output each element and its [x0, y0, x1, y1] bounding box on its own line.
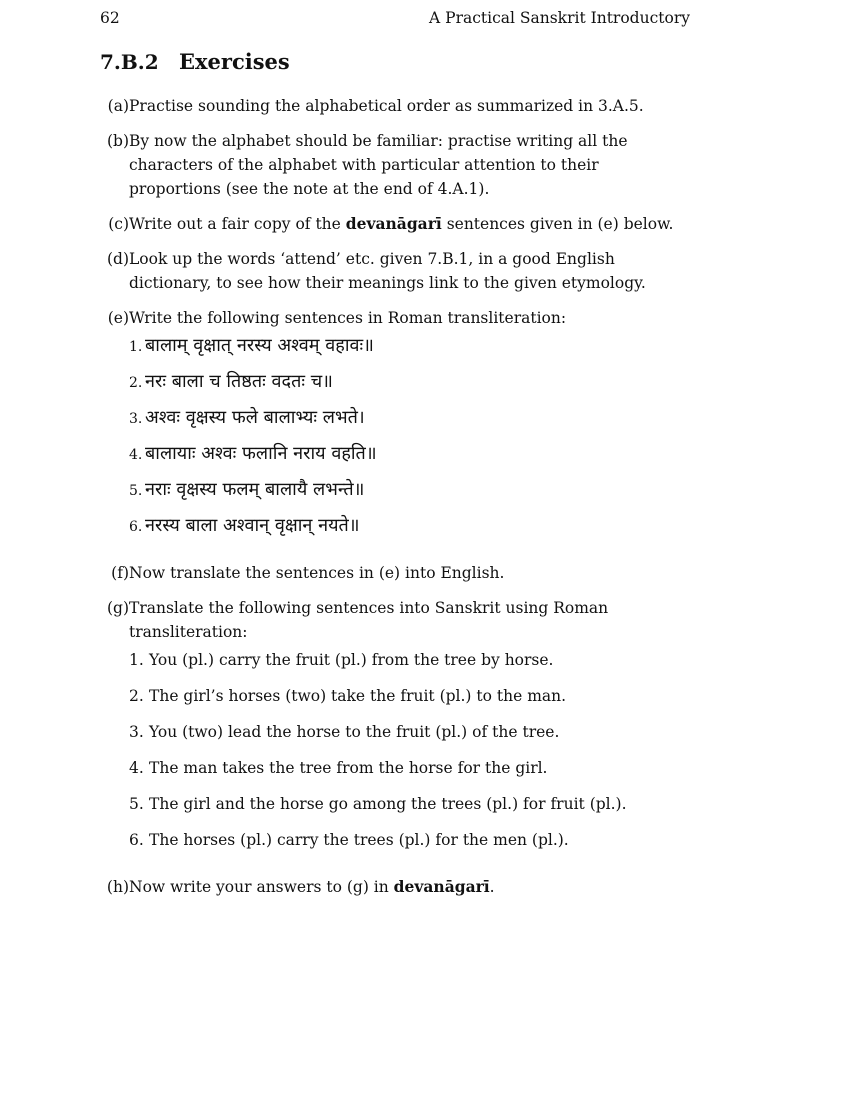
section-heading [100, 50, 290, 74]
list-item [129, 828, 690, 864]
text-part: . [489, 878, 495, 896]
english-sentence: You (pl.) carry the fruit (pl.) from the tree by horse. [149, 651, 554, 669]
bold-term: devanāgarī [345, 214, 442, 233]
exercise-label: (b) [106, 132, 129, 150]
list-item [129, 720, 690, 756]
text-part: Write out a fair copy of the [129, 215, 346, 233]
text-part: sentences given in (e) below. [441, 215, 674, 233]
item-number: 1. [129, 651, 144, 669]
list-item [129, 370, 566, 406]
devanagari-sentence: नरस्य बाला अश्वान् वृक्षान् नयते॥ [145, 515, 360, 536]
exercise-g [100, 596, 690, 864]
exercise-text: Write the following sentences in Roman transliteration: [129, 309, 567, 327]
exercise-text: Translate the following sentences into Sanskrit using Roman transliteration: [129, 599, 609, 641]
english-sentence-list [129, 648, 690, 864]
exercise-text: By now the alphabet should be familiar: practise writing all the characters of the alphabet with particular attention to their proportions (see the note at the end of 4.A.1). [129, 132, 628, 198]
exercise-label: (h) [106, 878, 129, 896]
exercise-text: Look up the words ‘attend’ etc. given 7.B.1, in a good English dictionary, to see how their meanings link to the given etymology. [129, 250, 646, 292]
devanagari-sentence: नरः बाला च तिष्ठतः वदतः च॥ [145, 371, 333, 392]
section-title: Exercises [179, 49, 290, 74]
bold-term: devanāgarī [393, 877, 490, 896]
exercise-label: (d) [106, 250, 129, 268]
section-number: 7.B.2 [100, 50, 159, 74]
devanagari-sentence-list [129, 334, 566, 550]
list-item [129, 684, 690, 720]
exercise-text [129, 878, 495, 896]
item-number: 6. [129, 831, 144, 849]
english-sentence: The girl and the horse go among the trees (pl.) for fruit (pl.). [149, 795, 627, 813]
english-sentence: The horses (pl.) carry the trees (pl.) for the men (pl.). [149, 831, 569, 849]
exercise-label: (f) [111, 564, 129, 582]
item-number: 5. [129, 483, 143, 499]
list-item [129, 648, 690, 684]
english-sentence: You (two) lead the horse to the fruit (pl.) of the tree. [149, 723, 560, 741]
text-part: Now write your answers to (g) in [129, 878, 394, 896]
devanagari-sentence: बालायाः अश्वः फलानि नराय वहति॥ [145, 443, 377, 464]
exercise-label: (e) [107, 309, 129, 327]
exercise-h [100, 875, 690, 899]
item-number: 3. [129, 411, 143, 427]
exercise-a [100, 94, 690, 118]
item-number: 1. [129, 339, 143, 355]
item-number: 3. [129, 723, 144, 741]
exercise-b [100, 129, 690, 201]
page-number: 62 [100, 9, 120, 27]
english-sentence: The man takes the tree from the horse for the girl. [149, 759, 548, 777]
devanagari-sentence: नराः वृक्षस्य फलम् बालायै लभन्ते॥ [145, 479, 365, 500]
list-item [129, 442, 566, 478]
item-number: 2. [129, 687, 144, 705]
list-item [129, 756, 690, 792]
item-number: 6. [129, 519, 143, 535]
exercise-text: Practise sounding the alphabetical order as summarized in 3.A.5. [129, 97, 644, 115]
english-sentence: The girl’s horses (two) take the fruit (pl.) to the man. [149, 687, 567, 705]
exercise-f [100, 561, 690, 585]
item-number: 4. [129, 759, 144, 777]
exercise-c [100, 212, 690, 236]
item-number: 2. [129, 375, 143, 391]
list-item [129, 334, 566, 370]
list-item [129, 792, 690, 828]
book-title: A Practical Sanskrit Introductory [429, 9, 690, 27]
list-item [129, 478, 566, 514]
devanagari-sentence: अश्वः वृक्षस्य फले बालाभ्यः लभते। [145, 407, 365, 428]
exercise-label: (c) [108, 215, 129, 233]
exercise-text [129, 215, 673, 233]
list-item [129, 514, 566, 550]
item-number: 4. [129, 447, 143, 463]
exercise-text: Now translate the sentences in (e) into English. [129, 564, 505, 582]
devanagari-sentence: बालाम् वृक्षात् नरस्य अश्वम् वहावः॥ [145, 335, 374, 356]
exercise-e [100, 306, 690, 550]
exercise-label: (g) [106, 599, 129, 617]
exercise-list [100, 94, 690, 910]
list-item [129, 406, 566, 442]
exercise-d [100, 247, 690, 295]
item-number: 5. [129, 795, 144, 813]
exercise-label: (a) [107, 97, 129, 115]
